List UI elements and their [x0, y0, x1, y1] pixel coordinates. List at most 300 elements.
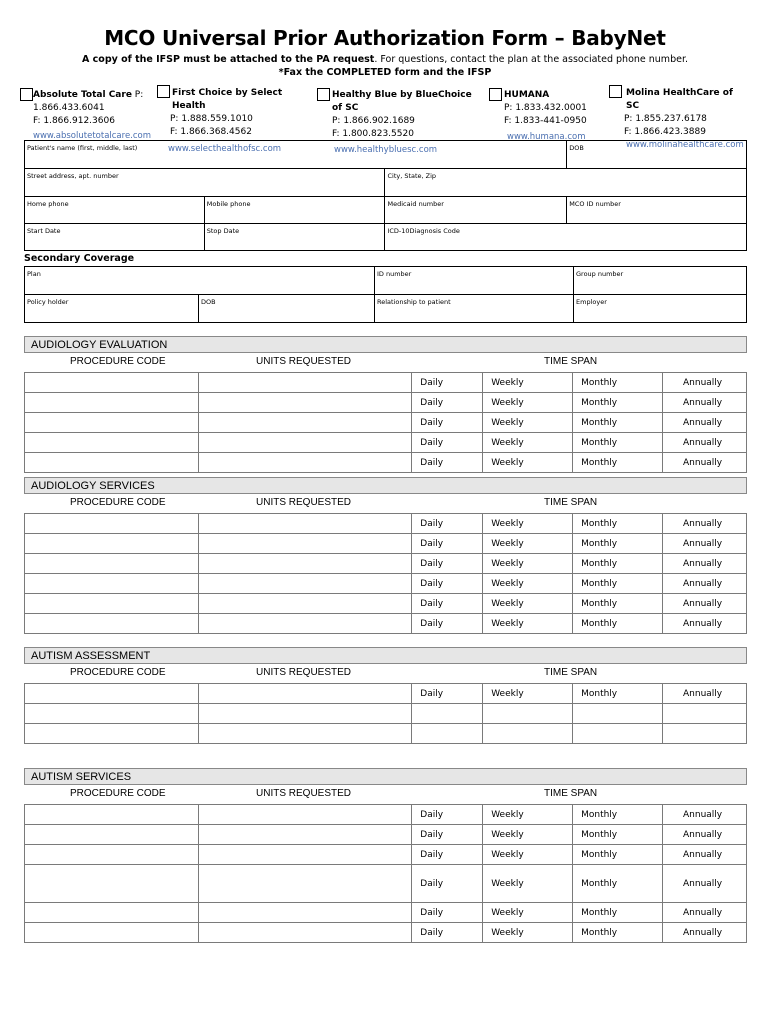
weekly-option-label: Weekly: [491, 558, 524, 569]
annually-option-label: Annually: [683, 417, 723, 428]
monthly-option[interactable]: [573, 724, 663, 744]
plan-fax: F: 1.800.823.5520: [332, 129, 414, 139]
procedure-code-cell[interactable]: [25, 704, 199, 724]
mco-id-field[interactable]: [567, 197, 747, 224]
procedure-table: [24, 804, 747, 943]
annually-option-label: Annually: [683, 927, 723, 938]
daily-option-label: Daily: [420, 927, 444, 938]
annually-option[interactable]: [663, 554, 747, 574]
units-requested-cell[interactable]: [198, 433, 412, 453]
monthly-option[interactable]: [573, 393, 663, 413]
weekly-option[interactable]: [483, 574, 573, 594]
weekly-option-label: Weekly: [491, 618, 524, 629]
daily-option[interactable]: [412, 514, 483, 534]
secondary-group-field[interactable]: [574, 267, 747, 295]
monthly-option-label: Monthly: [581, 437, 618, 448]
weekly-option-label: Weekly: [491, 809, 524, 820]
procedure-row: [25, 684, 747, 704]
home-phone-field[interactable]: [25, 197, 205, 224]
annually-option-label: Annually: [683, 598, 723, 609]
monthly-option[interactable]: [573, 373, 663, 393]
stop-date-field[interactable]: [204, 224, 385, 251]
daily-option-label: Daily: [420, 878, 444, 889]
units-requested-header: UNITS REQUESTED: [256, 497, 352, 508]
annually-option-label: Annually: [683, 907, 723, 918]
procedure-code-cell[interactable]: [25, 534, 199, 554]
daily-option[interactable]: [412, 534, 483, 554]
daily-option[interactable]: [412, 684, 483, 704]
plan-phone: 1.866.433.6041: [33, 103, 105, 113]
annually-option[interactable]: [663, 805, 747, 825]
daily-option-label: Daily: [420, 417, 444, 428]
procedure-code-cell[interactable]: [25, 614, 199, 634]
units-requested-cell[interactable]: [198, 594, 412, 614]
monthly-option[interactable]: [573, 514, 663, 534]
weekly-option[interactable]: [483, 724, 573, 744]
dob-field[interactable]: [567, 141, 747, 169]
units-requested-cell[interactable]: [198, 825, 412, 845]
annually-option[interactable]: [663, 724, 747, 744]
form-title: MCO Universal Prior Authorization Form – BabyNet: [104, 26, 666, 50]
daily-option-label: Daily: [420, 377, 444, 388]
procedure-code-cell[interactable]: [25, 594, 199, 614]
plan-phone-prefix: P:: [134, 90, 144, 100]
procedure-code-cell[interactable]: [25, 845, 199, 865]
patient-name-label: Patient's name (first, middle, last): [27, 144, 138, 152]
time-span-header: TIME SPAN: [544, 667, 598, 678]
annually-option[interactable]: [663, 704, 747, 724]
daily-option-label: Daily: [420, 518, 444, 529]
weekly-option-label: Weekly: [491, 578, 524, 589]
weekly-option[interactable]: [483, 825, 573, 845]
units-requested-cell[interactable]: [198, 614, 412, 634]
procedure-table: [24, 513, 747, 634]
annually-option[interactable]: [663, 845, 747, 865]
plan-name: Absolute Total Care: [33, 90, 132, 100]
units-requested-cell[interactable]: [198, 393, 412, 413]
annually-option[interactable]: [663, 923, 747, 943]
daily-option[interactable]: [412, 903, 483, 923]
monthly-option[interactable]: [573, 903, 663, 923]
annually-option-label: Annually: [683, 538, 723, 549]
plan-fax: F: 1.866.912.3606: [33, 116, 115, 126]
procedure-row: [25, 805, 747, 825]
annually-option-label: Annually: [683, 829, 723, 840]
procedure-row: [25, 554, 747, 574]
procedure-code-header: PROCEDURE CODE: [70, 497, 166, 508]
daily-option[interactable]: [412, 845, 483, 865]
daily-option-label: Daily: [420, 598, 444, 609]
weekly-option-label: Weekly: [491, 878, 524, 889]
procedure-row: [25, 704, 747, 724]
monthly-option-label: Monthly: [581, 927, 618, 938]
procedure-row: [25, 453, 747, 473]
city-field[interactable]: [385, 169, 747, 197]
mobile-phone-field[interactable]: [204, 197, 385, 224]
monthly-option-label: Monthly: [581, 907, 618, 918]
annually-option[interactable]: [663, 865, 747, 903]
annually-option[interactable]: [663, 684, 747, 704]
section-audiology-evaluation: [24, 336, 747, 473]
units-requested-cell[interactable]: [198, 903, 412, 923]
monthly-option-label: Monthly: [581, 538, 618, 549]
annually-option[interactable]: [663, 373, 747, 393]
annually-option[interactable]: [663, 903, 747, 923]
weekly-option-label: Weekly: [491, 598, 524, 609]
units-requested-cell[interactable]: [198, 373, 412, 393]
weekly-option[interactable]: [483, 845, 573, 865]
monthly-option[interactable]: [573, 845, 663, 865]
annually-option-label: Annually: [683, 558, 723, 569]
annually-option-label: Annually: [683, 397, 723, 408]
daily-option-label: Daily: [420, 397, 444, 408]
plan-name: Healthy Blue by BlueChoice of SC: [332, 90, 472, 113]
units-requested-cell[interactable]: [198, 453, 412, 473]
policy-holder-field[interactable]: [25, 295, 199, 323]
plan-name: First Choice by Select Health: [172, 88, 283, 111]
section-autism-services: [24, 768, 747, 943]
procedure-code-cell[interactable]: [25, 554, 199, 574]
weekly-option[interactable]: [483, 704, 573, 724]
annually-option-label: Annually: [683, 437, 723, 448]
annually-option-label: Annually: [683, 377, 723, 388]
monthly-option-label: Monthly: [581, 518, 618, 529]
ifsp-note-rest: . For questions, contact the plan at the associated phone number.: [374, 54, 688, 65]
plan-url[interactable]: www.absolutetotalcare.com: [33, 131, 152, 141]
daily-option[interactable]: [412, 554, 483, 574]
city-label: City, State, Zip: [387, 172, 437, 180]
plan-humana: [489, 88, 599, 144]
procedure-code-cell[interactable]: [25, 433, 199, 453]
annually-option[interactable]: [663, 413, 747, 433]
daily-option[interactable]: [412, 704, 483, 724]
monthly-option-label: Monthly: [581, 417, 618, 428]
units-requested-header: UNITS REQUESTED: [256, 788, 352, 799]
units-requested-cell[interactable]: [198, 554, 412, 574]
start-date-field[interactable]: [25, 224, 205, 251]
monthly-option-label: Monthly: [581, 809, 618, 820]
procedure-row: [25, 534, 747, 554]
procedure-row: [25, 393, 747, 413]
mco-id-label: MCO ID number: [569, 200, 621, 208]
units-requested-header: UNITS REQUESTED: [256, 356, 352, 367]
procedure-table: [24, 683, 747, 744]
daily-option-label: Daily: [420, 618, 444, 629]
weekly-option-label: Weekly: [491, 688, 524, 699]
weekly-option[interactable]: [483, 373, 573, 393]
patient-name-field[interactable]: [25, 141, 567, 169]
monthly-option[interactable]: [573, 453, 663, 473]
plan-fax: F: 1.866.423.3889: [624, 127, 706, 137]
procedure-code-cell[interactable]: [25, 825, 199, 845]
procedure-row: [25, 724, 747, 744]
section-title: AUTISM SERVICES: [24, 768, 747, 785]
procedure-row: [25, 865, 747, 903]
column-headers: [24, 664, 747, 683]
secondary-dob-label: DOB: [201, 298, 216, 306]
daily-option[interactable]: [412, 453, 483, 473]
employer-field[interactable]: [574, 295, 747, 323]
daily-option[interactable]: [412, 865, 483, 903]
daily-option[interactable]: [412, 574, 483, 594]
stop-date-label: Stop Date: [206, 227, 240, 235]
patient-info-table: [24, 140, 747, 251]
plan-fax: F: 1.833-441-0950: [504, 116, 587, 126]
procedure-row: [25, 433, 747, 453]
weekly-option-label: Weekly: [491, 927, 524, 938]
monthly-option-label: Monthly: [581, 849, 618, 860]
secondary-plan-label: Plan: [27, 270, 41, 278]
weekly-option[interactable]: [483, 453, 573, 473]
procedure-code-header: PROCEDURE CODE: [70, 356, 166, 367]
section-title: AUDIOLOGY EVALUATION: [24, 336, 747, 353]
plan-phone: P: 1.855.237.6178: [624, 114, 707, 124]
units-requested-cell[interactable]: [198, 413, 412, 433]
street-field[interactable]: [25, 169, 385, 197]
units-requested-cell[interactable]: [198, 845, 412, 865]
daily-option[interactable]: [412, 594, 483, 614]
plan-name: Molina HealthCare of SC: [626, 88, 733, 111]
relationship-field[interactable]: [375, 295, 574, 323]
daily-option[interactable]: [412, 373, 483, 393]
monthly-option-label: Monthly: [581, 688, 618, 699]
annually-option[interactable]: [663, 433, 747, 453]
plan-name: HUMANA: [504, 90, 550, 100]
annually-option-label: Annually: [683, 809, 723, 820]
daily-option-label: Daily: [420, 829, 444, 840]
weekly-option-label: Weekly: [491, 538, 524, 549]
units-requested-cell[interactable]: [198, 923, 412, 943]
procedure-code-cell[interactable]: [25, 453, 199, 473]
units-requested-cell[interactable]: [198, 684, 412, 704]
monthly-option[interactable]: [573, 923, 663, 943]
daily-option-label: Daily: [420, 538, 444, 549]
weekly-option[interactable]: [483, 594, 573, 614]
procedure-code-cell[interactable]: [25, 574, 199, 594]
units-requested-cell[interactable]: [198, 574, 412, 594]
annually-option[interactable]: [663, 514, 747, 534]
secondary-id-label: ID number: [377, 270, 412, 278]
weekly-option[interactable]: [483, 393, 573, 413]
weekly-option[interactable]: [483, 684, 573, 704]
monthly-option-label: Monthly: [581, 598, 618, 609]
monthly-option[interactable]: [573, 574, 663, 594]
units-requested-cell[interactable]: [198, 724, 412, 744]
units-requested-cell[interactable]: [198, 805, 412, 825]
street-label: Street address, apt. number: [27, 172, 119, 180]
annually-option[interactable]: [663, 393, 747, 413]
daily-option[interactable]: [412, 825, 483, 845]
annually-option-label: Annually: [683, 578, 723, 589]
plan-checkbox-humana[interactable]: [489, 88, 502, 101]
annually-option-label: Annually: [683, 618, 723, 629]
monthly-option[interactable]: [573, 805, 663, 825]
medicaid-field[interactable]: [385, 197, 567, 224]
procedure-code-cell[interactable]: [25, 413, 199, 433]
annually-option[interactable]: [663, 534, 747, 554]
monthly-option-label: Monthly: [581, 878, 618, 889]
annually-option[interactable]: [663, 453, 747, 473]
weekly-option[interactable]: [483, 514, 573, 534]
weekly-option-label: Weekly: [491, 437, 524, 448]
daily-option[interactable]: [412, 413, 483, 433]
daily-option-label: Daily: [420, 558, 444, 569]
monthly-option-label: Monthly: [581, 829, 618, 840]
daily-option[interactable]: [412, 923, 483, 943]
units-requested-cell[interactable]: [198, 865, 412, 903]
weekly-option[interactable]: [483, 534, 573, 554]
plan-checkbox-absolute[interactable]: [20, 88, 33, 101]
column-headers: [24, 494, 747, 513]
plan-url[interactable]: www.healthybluesc.com: [334, 145, 438, 155]
daily-option-label: Daily: [420, 578, 444, 589]
icd-field[interactable]: [385, 224, 747, 251]
procedure-row: [25, 903, 747, 923]
units-requested-cell[interactable]: [198, 534, 412, 554]
annually-option[interactable]: [663, 825, 747, 845]
plan-url[interactable]: www.molinahealthcare.com: [626, 140, 744, 150]
weekly-option-label: Weekly: [491, 417, 524, 428]
annually-option[interactable]: [663, 614, 747, 634]
monthly-option-label: Monthly: [581, 578, 618, 589]
procedure-code-cell[interactable]: [25, 393, 199, 413]
weekly-option-label: Weekly: [491, 518, 524, 529]
plan-phone: P: 1.833.432.0001: [504, 103, 587, 113]
daily-option[interactable]: [412, 433, 483, 453]
units-requested-cell[interactable]: [198, 514, 412, 534]
weekly-option[interactable]: [483, 413, 573, 433]
procedure-code-cell[interactable]: [25, 514, 199, 534]
daily-option-label: Daily: [420, 457, 444, 468]
daily-option[interactable]: [412, 614, 483, 634]
monthly-option-label: Monthly: [581, 457, 618, 468]
weekly-option-label: Weekly: [491, 829, 524, 840]
monthly-option[interactable]: [573, 865, 663, 903]
secondary-coverage-table: [24, 266, 747, 323]
monthly-option-label: Monthly: [581, 618, 618, 629]
units-requested-cell[interactable]: [198, 704, 412, 724]
time-span-header: TIME SPAN: [544, 497, 598, 508]
ifsp-note-bold: A copy of the IFSP must be attached to the PA request: [82, 54, 375, 65]
monthly-option[interactable]: [573, 825, 663, 845]
weekly-option[interactable]: [483, 923, 573, 943]
annually-option-label: Annually: [683, 878, 723, 889]
procedure-row: [25, 825, 747, 845]
icd-label: ICD-10Diagnosis Code: [387, 227, 460, 235]
policy-holder-label: Policy holder: [27, 298, 69, 306]
annually-option-label: Annually: [683, 518, 723, 529]
procedure-row: [25, 845, 747, 865]
annually-option-label: Annually: [683, 457, 723, 468]
daily-option[interactable]: [412, 724, 483, 744]
fax-note: *Fax the COMPLETED form and the IFSP: [278, 67, 492, 78]
procedure-row: [25, 413, 747, 433]
weekly-option-label: Weekly: [491, 397, 524, 408]
monthly-option[interactable]: [573, 534, 663, 554]
plan-checkbox-molina[interactable]: [609, 85, 622, 98]
daily-option-label: Daily: [420, 849, 444, 860]
procedure-code-cell[interactable]: [25, 684, 199, 704]
weekly-option[interactable]: [483, 865, 573, 903]
procedure-code-cell[interactable]: [25, 373, 199, 393]
daily-option-label: Daily: [420, 688, 444, 699]
plan-checkbox-first-choice[interactable]: [157, 85, 170, 98]
secondary-group-label: Group number: [576, 270, 624, 278]
annually-option[interactable]: [663, 594, 747, 614]
secondary-dob-field[interactable]: [199, 295, 375, 323]
plan-absolute-total-care: [20, 88, 150, 143]
monthly-option[interactable]: [573, 433, 663, 453]
procedure-row: [25, 514, 747, 534]
procedure-row: [25, 614, 747, 634]
section-audiology-services: [24, 477, 747, 634]
plan-phone: P: 1.866.902.1689: [332, 116, 415, 126]
annually-option-label: Annually: [683, 688, 723, 699]
procedure-row: [25, 923, 747, 943]
monthly-option[interactable]: [573, 413, 663, 433]
start-date-label: Start Date: [27, 227, 61, 235]
procedure-code-header: PROCEDURE CODE: [70, 788, 166, 799]
plan-phone: P: 1.888.559.1010: [170, 114, 253, 124]
dob-label: DOB: [569, 144, 584, 152]
weekly-option-label: Weekly: [491, 377, 524, 388]
weekly-option[interactable]: [483, 433, 573, 453]
daily-option-label: Daily: [420, 437, 444, 448]
plan-checkbox-healthy-blue[interactable]: [317, 88, 330, 101]
plan-url[interactable]: www.selecthealthofsc.com: [168, 144, 282, 154]
secondary-id-field[interactable]: [375, 267, 574, 295]
weekly-option[interactable]: [483, 614, 573, 634]
monthly-option[interactable]: [573, 554, 663, 574]
procedure-code-cell[interactable]: [25, 865, 199, 903]
section-title: AUTISM ASSESSMENT: [24, 647, 747, 664]
daily-option[interactable]: [412, 805, 483, 825]
procedure-code-cell[interactable]: [25, 923, 199, 943]
procedure-code-cell[interactable]: [25, 903, 199, 923]
units-requested-header: UNITS REQUESTED: [256, 667, 352, 678]
weekly-option[interactable]: [483, 903, 573, 923]
procedure-code-cell[interactable]: [25, 724, 199, 744]
monthly-option-label: Monthly: [581, 397, 618, 408]
monthly-option-label: Monthly: [581, 377, 618, 388]
monthly-option[interactable]: [573, 704, 663, 724]
monthly-option[interactable]: [573, 614, 663, 634]
annually-option[interactable]: [663, 574, 747, 594]
weekly-option[interactable]: [483, 554, 573, 574]
ifsp-note: [0, 54, 770, 65]
medicaid-label: Medicaid number: [387, 200, 444, 208]
column-headers: [24, 353, 747, 372]
monthly-option[interactable]: [573, 684, 663, 704]
monthly-option[interactable]: [573, 594, 663, 614]
section-title: AUDIOLOGY SERVICES: [24, 477, 747, 494]
plan-fax: F: 1.866.368.4562: [170, 127, 252, 137]
plan-url[interactable]: www.humana.com: [507, 132, 586, 142]
weekly-option[interactable]: [483, 805, 573, 825]
annually-option-label: Annually: [683, 849, 723, 860]
daily-option[interactable]: [412, 393, 483, 413]
procedure-row: [25, 574, 747, 594]
weekly-option-label: Weekly: [491, 907, 524, 918]
mobile-phone-label: Mobile phone: [206, 200, 251, 208]
employer-label: Employer: [576, 298, 607, 306]
secondary-plan-field[interactable]: [25, 267, 375, 295]
column-headers: [24, 785, 747, 804]
procedure-code-cell[interactable]: [25, 805, 199, 825]
procedure-code-header: PROCEDURE CODE: [70, 667, 166, 678]
weekly-option-label: Weekly: [491, 849, 524, 860]
weekly-option-label: Weekly: [491, 457, 524, 468]
